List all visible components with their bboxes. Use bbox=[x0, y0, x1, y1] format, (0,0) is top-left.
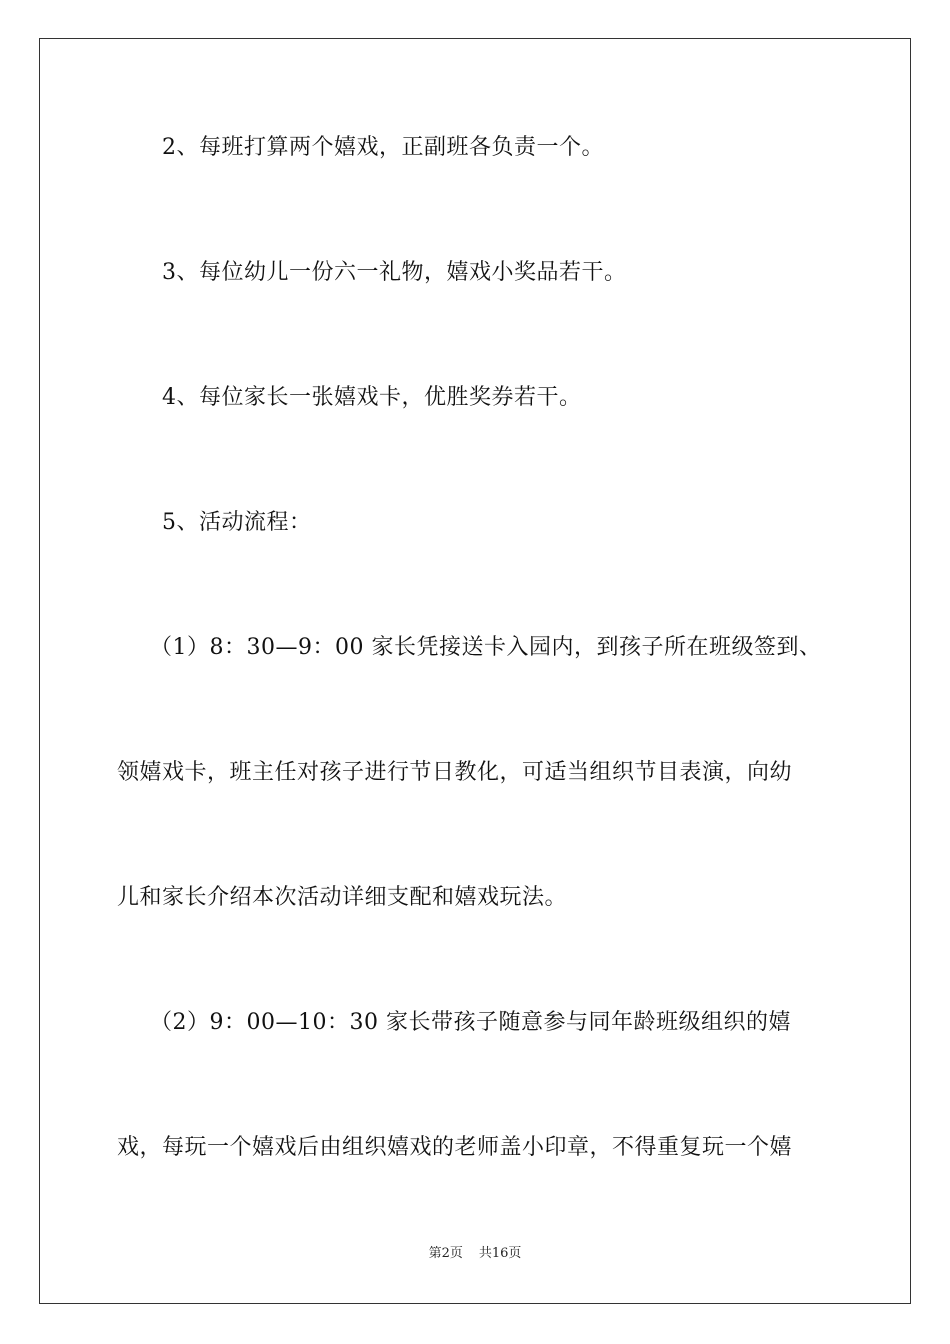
flow-step-1-line-3: 儿和家长介绍本次活动详细支配和嬉戏玩法。 bbox=[117, 885, 568, 910]
paragraph-item-4: 4、每位家长一张嬉戏卡，优胜奖券若干。 bbox=[162, 385, 582, 410]
page-frame bbox=[39, 38, 911, 1304]
flow-step-1-line-1: （1）8：30—9：00 家长凭接送卡入园内，到孩子所在班级签到、 bbox=[150, 635, 822, 660]
flow-step-2-line-2: 戏，每玩一个嬉戏后由组织嬉戏的老师盖小印章，不得重复玩一个嬉 bbox=[117, 1135, 793, 1160]
paragraph-item-3: 3、每位幼儿一份六一礼物，嬉戏小奖品若干。 bbox=[162, 260, 627, 285]
paragraph-item-2: 2、每班打算两个嬉戏，正副班各负责一个。 bbox=[162, 135, 604, 160]
page-footer bbox=[0, 1242, 950, 1261]
page-total: 共16页 bbox=[478, 1246, 522, 1261]
flow-step-2-line-1: （2）9：00—10：30 家长带孩子随意参与同年龄班级组织的嬉 bbox=[150, 1010, 791, 1035]
flow-step-1-line-2: 领嬉戏卡，班主任对孩子进行节日教化，可适当组织节目表演，向幼 bbox=[117, 760, 793, 785]
paragraph-item-5: 5、活动流程： bbox=[162, 510, 312, 535]
page-number: 第2页 bbox=[428, 1246, 463, 1261]
